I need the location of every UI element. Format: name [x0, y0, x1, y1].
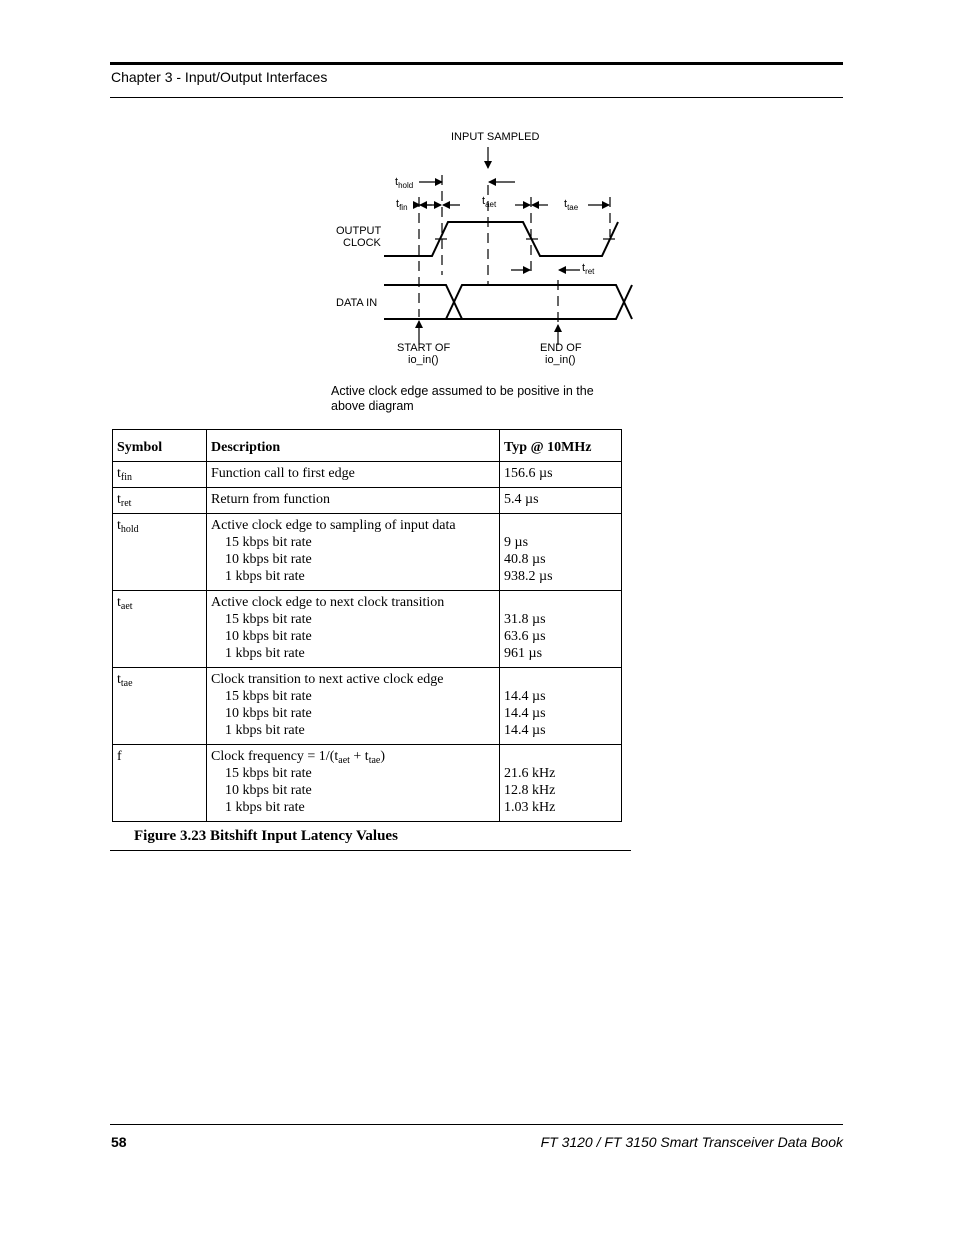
caption-rule — [110, 850, 631, 851]
cell-typ: 156.6 µs — [500, 462, 622, 488]
table-row — [113, 745, 622, 822]
table-row — [113, 488, 622, 514]
header-rule — [110, 62, 843, 65]
diagram-note: Active clock edge assumed to be positive in the above diagram — [331, 384, 594, 413]
cell-description: Clock transition to next active clock edge 15 kbps bit rate 10 kbps bit rate 1 kbps bit rate — [207, 668, 500, 745]
cell-typ: 5.4 µs — [500, 488, 622, 514]
table-row — [113, 462, 622, 488]
table-row — [113, 668, 622, 745]
start-of-label: START OF — [397, 342, 451, 354]
cell-typ: 21.6 kHz 12.8 kHz 1.03 kHz — [500, 745, 622, 822]
end-of-label: END OF — [540, 342, 582, 354]
cell-typ: 9 µs 40.8 µs 938.2 µs — [500, 514, 622, 591]
header-divider — [110, 97, 843, 98]
cell-description: Function call to first edge — [207, 462, 500, 488]
cell-symbol: $t_{ret}$ — [113, 488, 207, 514]
data-in-label: DATA IN — [336, 297, 378, 309]
timing-diagram — [320, 125, 640, 375]
end-io-label: io_in() — [545, 354, 576, 366]
input-sampled-label: INPUT SAMPLED — [451, 131, 540, 143]
cell-symbol: $t_{tae}$ — [113, 668, 207, 745]
table-body — [113, 462, 622, 822]
figure-caption: Figure 3.23 Bitshift Input Latency Values — [134, 828, 398, 844]
chapter-title: Chapter 3 - Input/Output Interfaces — [111, 69, 328, 85]
cell-symbol: $t_{hold}$ — [113, 514, 207, 591]
book-title: FT 3120 / FT 3150 Smart Transceiver Data Book — [540, 1134, 843, 1150]
t-tae-label: $t_{tae}$ — [564, 198, 579, 212]
t-fin-label: $t_{fin}$ — [396, 198, 408, 212]
t-ret-label: $t_{ret}$ — [582, 262, 595, 276]
cell-symbol: $t_{fin}$ — [113, 462, 207, 488]
dashed-guides — [419, 175, 610, 323]
cell-description: Return from function — [207, 488, 500, 514]
t-aet-label: $t_{aet}$ — [482, 195, 497, 209]
t-hold-label: $t_{hold}$ — [395, 176, 414, 190]
header-symbol: Symbol — [113, 430, 207, 462]
page-number: 58 — [111, 1134, 127, 1150]
cell-description: Active clock edge to next clock transition 15 kbps bit rate 10 kbps bit rate 1 kbps bit rate — [207, 591, 500, 668]
cell-description: Clock frequency = $1/(t_{aet} + t_{tae})$ 15 kbps bit rate 10 kbps bit rate 1 kbps bit rate — [207, 745, 500, 822]
data-waveform — [384, 285, 632, 319]
output-label: OUTPUT — [336, 225, 382, 237]
latency-table — [112, 429, 622, 822]
cell-symbol: f — [113, 745, 207, 822]
table-row — [113, 591, 622, 668]
clock-label-text: CLOCK — [343, 237, 381, 249]
cell-symbol: $t_{aet}$ — [113, 591, 207, 668]
start-io-label: io_in() — [408, 354, 439, 366]
header-typ: Typ @ 10MHz — [500, 430, 622, 462]
footer-rule — [110, 1124, 843, 1125]
cell-description: Active clock edge to sampling of input data 15 kbps bit rate 10 kbps bit rate 1 kbps bit rate — [207, 514, 500, 591]
table-header-row — [113, 430, 622, 462]
cell-typ: 14.4 µs 14.4 µs 14.4 µs — [500, 668, 622, 745]
table-row — [113, 514, 622, 591]
cell-typ: 31.8 µs 63.6 µs 961 µs — [500, 591, 622, 668]
header-description: Description — [207, 430, 500, 462]
